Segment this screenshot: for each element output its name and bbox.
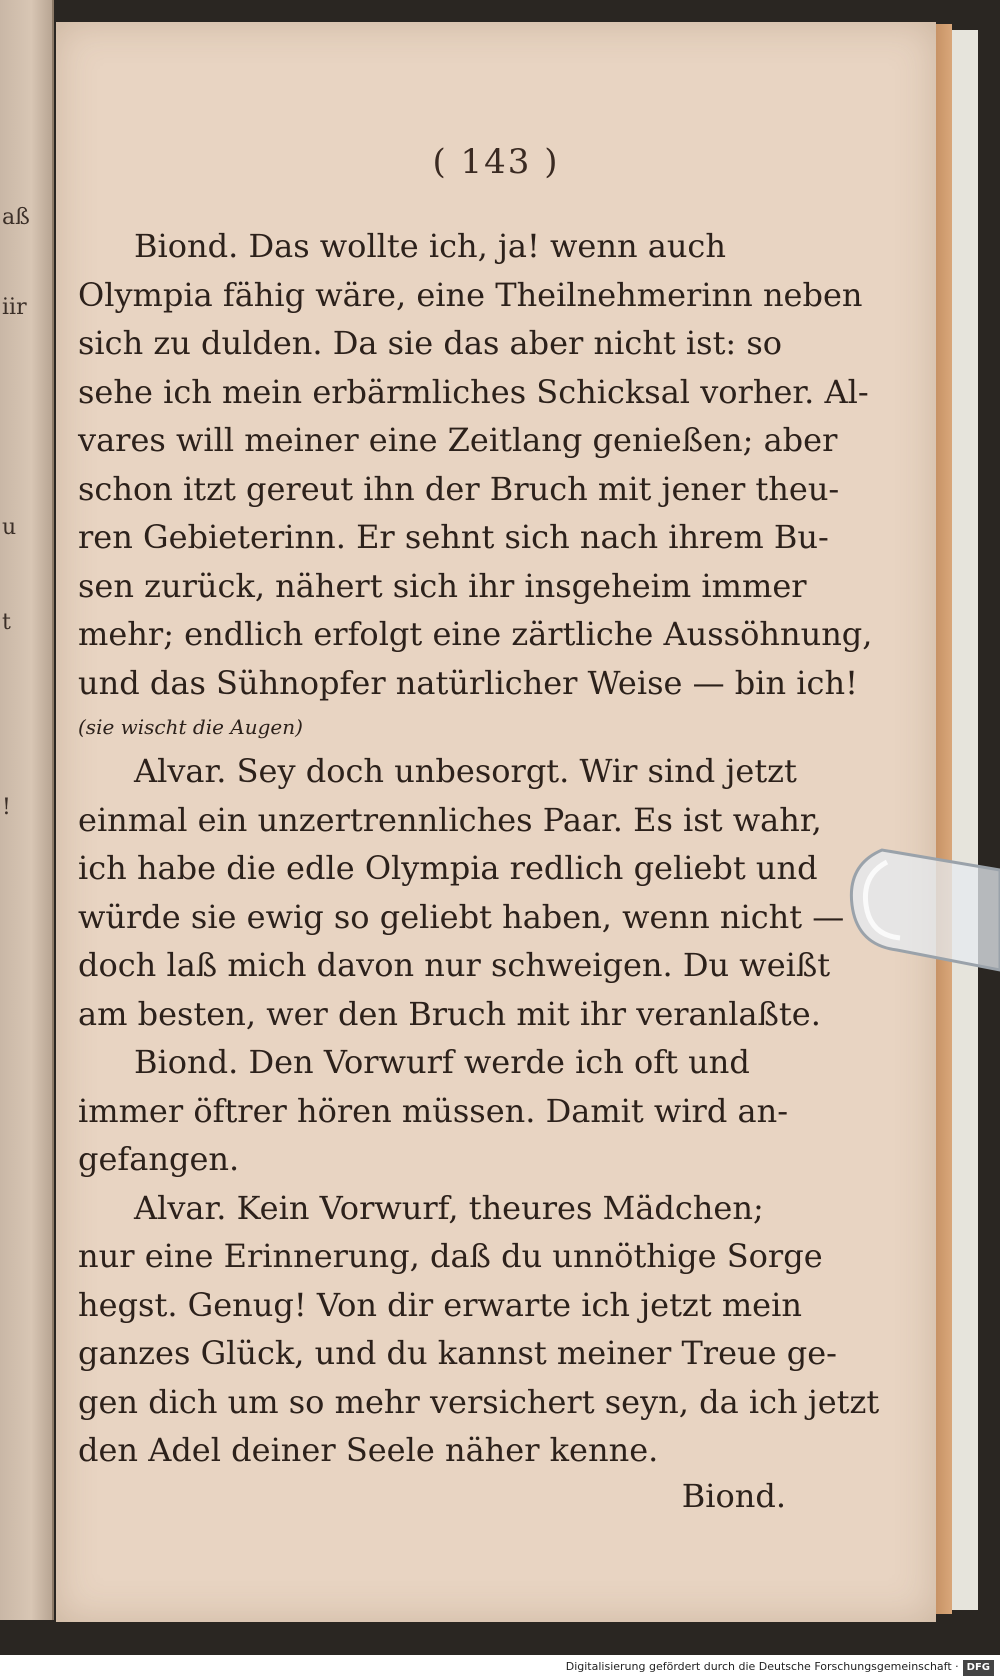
text-line: einmal ein unzertrennliches Paar. Es ist wahr, (78, 800, 822, 839)
left-page-fragment: t (2, 610, 11, 635)
paragraph (78, 747, 898, 1038)
left-page-fragment: ! (2, 795, 11, 820)
left-page-fragment: iir (2, 295, 27, 320)
page-edge-paper (952, 30, 978, 1610)
text-line: am besten, wer den Bruch mit ihr veranlaßte. (78, 994, 821, 1033)
text-line: schon itzt gereut ihn der Bruch mit jener theu- (78, 469, 840, 508)
text-line: und das Sühnopfer natürlicher Weise — bin ich! (78, 663, 858, 702)
page-text (78, 222, 898, 1475)
text-line: gefangen. (78, 1140, 240, 1178)
catchword: Biond. (681, 1477, 786, 1515)
left-page-fragment: u (2, 515, 17, 540)
text-line: doch laß mich davon nur schweigen. Du weißt (78, 946, 831, 984)
text-line: würde sie ewig so geliebt haben, wenn nicht — (78, 897, 845, 936)
text-line: vares will meiner eine Zeitlang genießen; aber (78, 421, 838, 459)
footer-text: Digitalisierung gefördert durch die Deutsche Forschungsgemeinschaft · (565, 1660, 959, 1673)
text-line: mehr; endlich erfolgt eine zärtliche Aussöhnung, (78, 615, 873, 653)
left-page-edge (0, 0, 54, 1620)
paragraph (78, 1184, 898, 1475)
page-clip-icon (842, 840, 1000, 980)
text-line: sich zu dulden. Da sie das aber nicht ist: so (78, 324, 783, 362)
text-line: sehe ich mein erbärmliches Schicksal vorher. Al- (78, 372, 869, 411)
text-line: nur eine Erinnerung, daß du unnöthige Sorge (78, 1237, 823, 1275)
book-page (56, 22, 936, 1622)
page-number: ( 143 ) (432, 142, 560, 182)
text-line: immer öftrer hören müssen. Damit wird an- (78, 1091, 788, 1130)
text-line: sen zurück, nähert sich ihr insgeheim immer (78, 566, 807, 605)
text-line: Alvar. Kein Vorwurf, theures Mädchen; (134, 1188, 764, 1227)
text-line: Biond. Das wollte ich, ja! wenn auch (134, 227, 726, 265)
text-line: ich habe die edle Olympia redlich geliebt und (78, 849, 818, 887)
text-line: hegst. Genug! Von dir erwarte ich jetzt mein (78, 1285, 802, 1324)
left-page-fragment: aß (2, 205, 30, 230)
paragraph (78, 1038, 898, 1184)
text-line: den Adel deiner Seele näher kenne. (78, 1431, 659, 1469)
text-line: Olympia fähig wäre, eine Theilnehmerinn neben (78, 275, 863, 314)
dfg-logo: DFG (963, 1660, 994, 1676)
text-line: ren Gebieterinn. Er sehnt sich nach ihrem Bu- (78, 518, 829, 556)
text-line: Alvar. Sey doch unbesorgt. Wir sind jetzt (134, 752, 797, 790)
text-line: gen dich um so mehr versichert seyn, da ich jetzt (78, 1382, 880, 1421)
digitization-footer (0, 1655, 1000, 1679)
stage-direction: (sie wischt die Augen) (78, 715, 303, 739)
text-line: Biond. Den Vorwurf werde ich oft und (134, 1043, 750, 1081)
text-line: ganzes Glück, und du kannst meiner Treue ge- (78, 1334, 837, 1372)
paragraph (78, 222, 898, 747)
